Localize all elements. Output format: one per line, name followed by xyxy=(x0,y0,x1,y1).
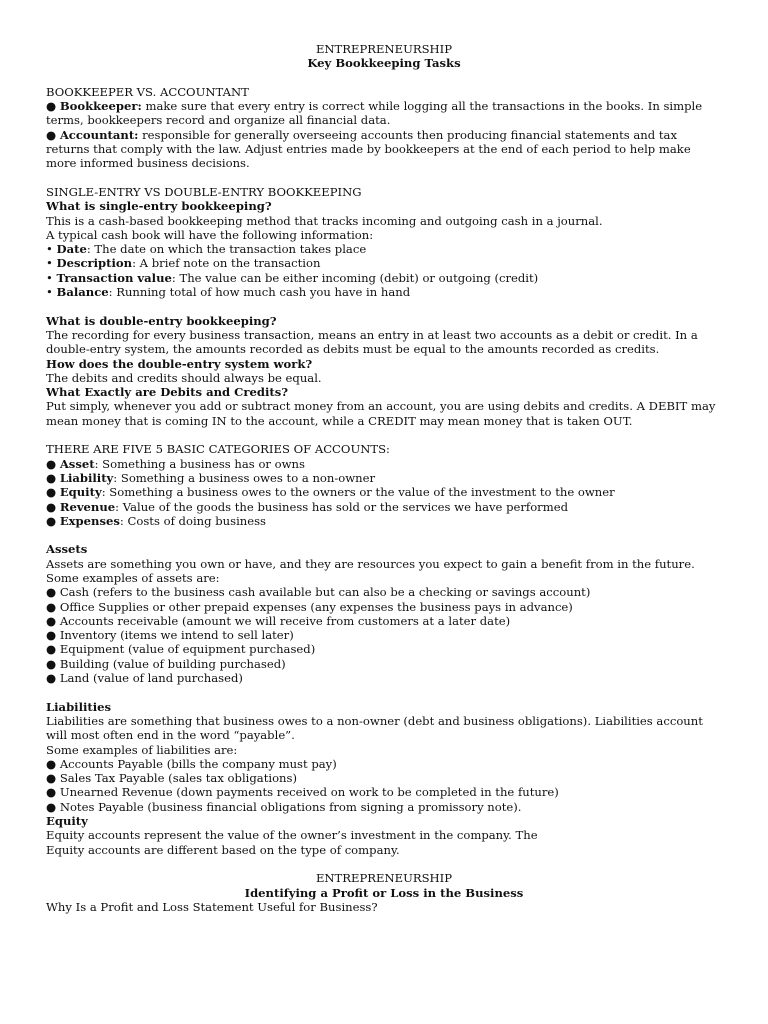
bullet: ● xyxy=(46,513,57,528)
list-text: Sales Tax Payable (sales tax obligations) xyxy=(59,771,297,786)
subheading: Liabilities xyxy=(46,699,112,714)
list-item xyxy=(46,500,722,514)
subheading: Equity xyxy=(46,814,88,829)
term-label: Transaction value xyxy=(56,270,172,285)
subheading: How does the double-entry system work? xyxy=(46,356,313,371)
doc-header: ENTREPRENEURSHIP xyxy=(315,871,453,886)
bullet: • xyxy=(46,242,53,257)
term-text: : Something a business owes to the owners or the value of the investment to the owner xyxy=(101,485,615,500)
list-text: Notes Payable (business financial obligations from signing a promissory note). xyxy=(59,799,522,814)
subheading: What is double-entry bookkeeping? xyxy=(46,313,277,328)
term-text: responsible for generally overseeing accounts then producing financial statements and tax returns that comply with the law. Adjust entries made by bookkeepers at the end of each period to help make more informed business decisions. xyxy=(46,127,691,171)
bullet: ● xyxy=(46,99,57,114)
section-heading: BOOKKEEPER VS. ACCOUNTANT xyxy=(46,84,249,99)
term-label: Balance xyxy=(56,285,109,300)
list-item xyxy=(46,771,722,785)
bullet: ● xyxy=(46,470,57,485)
bullet: • xyxy=(46,285,53,300)
bullet: ● xyxy=(46,585,57,600)
list-item xyxy=(46,285,722,299)
term-text: : The date on which the transaction takes place xyxy=(86,242,367,257)
list-text: Inventory (items we intend to sell later) xyxy=(59,628,294,643)
list-item xyxy=(46,657,722,671)
list-item xyxy=(46,585,722,599)
term-text: : Value of the goods the business has sold or the services we have performed xyxy=(115,499,569,514)
paragraph: The recording for every business transaction, means an entry in at least two accounts as a debit or credit. In a double-entry system, the amounts recorded as debits must be equal to the amounts recorded as credits. xyxy=(46,327,698,357)
paragraph: Liabilities are something that business owes to a non-owner (debt and business obligations). Liabilities account will most often end in the word “payable”. xyxy=(46,713,703,743)
term-label: Bookkeeper: xyxy=(59,99,142,114)
list-text: Land (value of land purchased) xyxy=(59,671,243,686)
paragraph: Some examples of liabilities are: xyxy=(46,742,238,757)
doc-title: Key Bookkeeping Tasks xyxy=(307,56,461,71)
paragraph-line: Equity accounts represent the value of the owner’s investment in the company. The xyxy=(46,828,538,843)
bullet: ● xyxy=(46,642,57,657)
paragraph: A typical cash book will have the following information: xyxy=(46,227,374,242)
subheading: What Exactly are Debits and Credits? xyxy=(46,385,289,400)
list-item xyxy=(46,485,722,499)
section-heading: THERE ARE FIVE 5 BASIC CATEGORIES OF ACCOUNTS: xyxy=(46,442,390,457)
paragraph: Why Is a Profit and Loss Statement Useful for Business? xyxy=(46,899,378,914)
list-item xyxy=(46,514,722,528)
paragraph xyxy=(46,128,722,171)
bullet: • xyxy=(46,256,53,271)
term-text: make sure that every entry is correct while logging all the transactions in the books. In simple terms, bookkeepers record and organize all financial data. xyxy=(46,99,703,128)
paragraph: Assets are something you own or have, and they are resources you expect to gain a benefit from in the future. xyxy=(46,556,695,571)
paragraph-line: Equity accounts are different based on the type of company. xyxy=(46,842,400,857)
term-label: Description xyxy=(56,256,133,271)
bullet: ● xyxy=(46,756,57,771)
list-item xyxy=(46,757,722,771)
paragraph: This is a cash-based bookkeeping method that tracks incoming and outgoing cash in a journal. xyxy=(46,213,603,228)
term-text: : Something a business owes to a non-owner xyxy=(113,470,376,485)
term-text: : Something a business has or owns xyxy=(94,456,305,471)
subheading: Assets xyxy=(46,542,88,557)
paragraph xyxy=(46,99,722,128)
list-item xyxy=(46,271,722,285)
bullet: ● xyxy=(46,628,57,643)
bullet: ● xyxy=(46,656,57,671)
term-label: Liability xyxy=(59,470,114,485)
term-label: Accountant: xyxy=(59,127,139,142)
doc-title: Identifying a Profit or Loss in the Business xyxy=(244,885,524,900)
list-text: Equipment (value of equipment purchased) xyxy=(59,642,316,657)
list-item xyxy=(46,600,722,614)
bullet: ● xyxy=(46,671,57,686)
doc-header: ENTREPRENEURSHIP xyxy=(315,42,453,56)
list-text: Office Supplies or other prepaid expenses (any expenses the business pays in advance) xyxy=(59,599,573,614)
list-item xyxy=(46,800,722,814)
term-text: : Costs of doing business xyxy=(119,513,267,528)
list-item xyxy=(46,628,722,642)
bullet: ● xyxy=(46,771,57,786)
paragraph: Put simply, whenever you add or subtract money from an account, you are using debits and credits. A DEBIT may mean money that is coming IN to the account, while a CREDIT may mean money that is taken OUT. xyxy=(46,399,716,428)
list-text: Cash (refers to the business cash available but can also be a checking or savings account) xyxy=(59,585,591,600)
paragraph: The debits and credits should always be equal. xyxy=(46,370,322,385)
list-text: Unearned Revenue (down payments received on work to be completed in the future) xyxy=(59,785,559,800)
list-item xyxy=(46,471,722,485)
list-item xyxy=(46,256,722,270)
bullet: • xyxy=(46,270,53,285)
bullet: ● xyxy=(46,785,57,800)
term-label: Date xyxy=(56,242,87,257)
bullet: ● xyxy=(46,499,57,514)
bullet: ● xyxy=(46,456,57,471)
bullet: ● xyxy=(46,127,57,142)
bullet: ● xyxy=(46,485,57,500)
term-text: : The value can be either incoming (debit) or outgoing (credit) xyxy=(171,270,539,285)
subheading: What is single-entry bookkeeping? xyxy=(46,199,272,214)
term-text: : A brief note on the transaction xyxy=(132,256,321,271)
term-label: Expenses xyxy=(59,513,120,528)
list-item xyxy=(46,457,722,471)
list-item xyxy=(46,671,722,685)
list-text: Building (value of building purchased) xyxy=(59,656,286,671)
term-label: Asset xyxy=(59,456,95,471)
list-item xyxy=(46,242,722,256)
list-text: Accounts receivable (amount we will receive from customers at a later date) xyxy=(59,613,511,628)
term-label: Revenue xyxy=(59,499,116,514)
list-text: Accounts Payable (bills the company must pay) xyxy=(59,756,337,771)
list-item xyxy=(46,642,722,656)
bullet: ● xyxy=(46,799,57,814)
list-item xyxy=(46,785,722,799)
bullet: ● xyxy=(46,599,57,614)
term-text: : Running total of how much cash you have in hand xyxy=(108,285,411,300)
term-label: Equity xyxy=(59,485,102,500)
paragraph: Some examples of assets are: xyxy=(46,570,220,585)
section-heading: SINGLE-ENTRY VS DOUBLE-ENTRY BOOKKEEPING xyxy=(46,184,362,199)
bullet: ● xyxy=(46,613,57,628)
list-item xyxy=(46,614,722,628)
